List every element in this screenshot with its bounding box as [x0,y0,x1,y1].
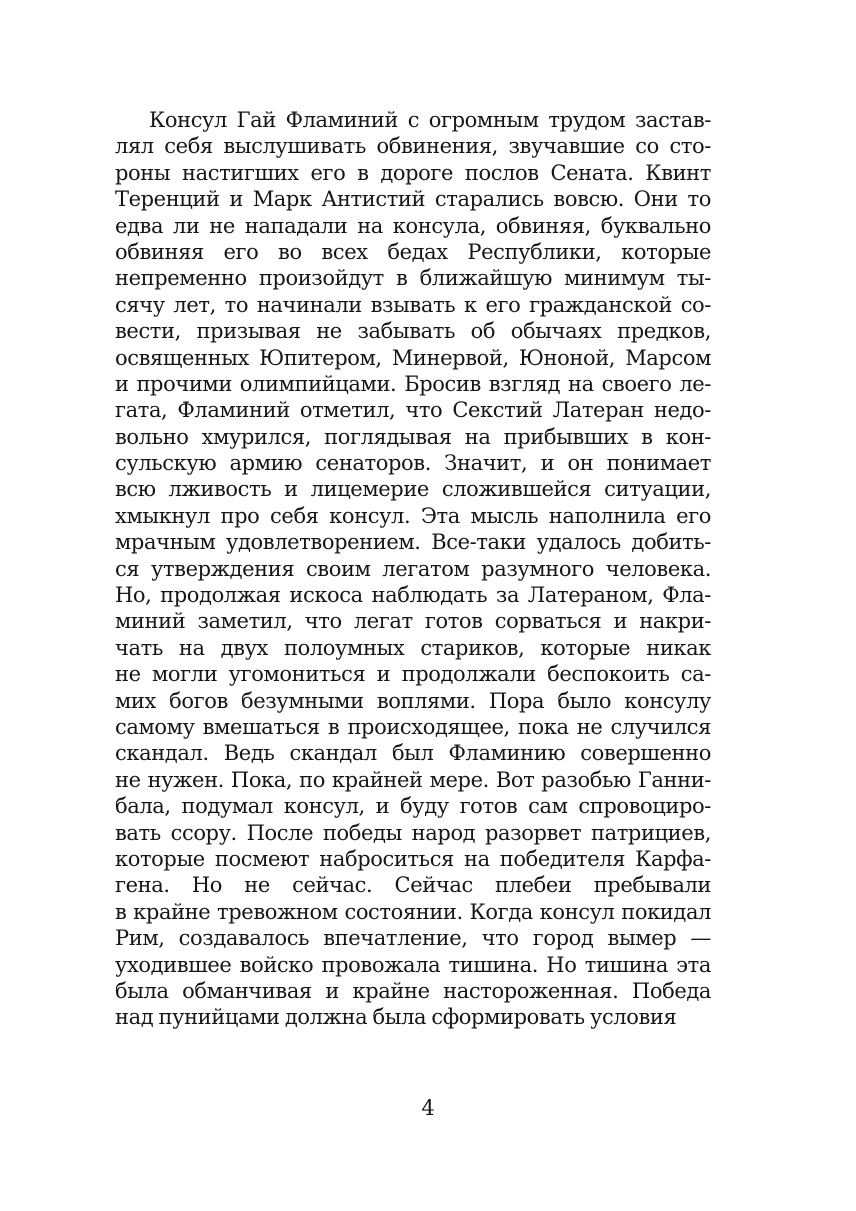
body-text [115,107,711,1031]
text-line: и прочими олимпийцами. Бросив взгляд на своего ле- [115,371,711,396]
text-line: гата, Фламиний отметил, что Секстий Латеран недо- [115,398,711,423]
text-line: вольно хмурился, поглядывая на прибывших в кон- [115,424,711,449]
text-line: не могли угомониться и продолжали беспокоить са- [115,662,711,687]
text-line: мрачным удовлетворением. Все-таки удалось добить- [115,530,711,555]
text-line: непременно произойдут в ближайшую минимум ты- [115,266,711,291]
text-line: над пунийцами должна была сформировать условия [115,1005,677,1030]
text-line: чать на двух полоумных стариков, которые никак [115,635,711,660]
text-line: была обманчивая и крайне настороженная. Победа [115,978,711,1003]
text-line: обвиняя его во всех бедах Республики, которые [115,239,711,264]
text-line: Рим, создавалось впечатление, что город вымер — [115,926,711,951]
text-line: которые посмеют наброситься на победителя Карфа- [115,846,711,871]
text-line: освященных Юпитером, Минервой, Юноной, Марсом [115,345,711,370]
text-line: сульскую армию сенаторов. Значит, и он понимает [115,451,711,476]
page-number: 4 [421,1096,435,1120]
text-line: не нужен. Пока, по крайней мере. Вот разобью Ганни- [115,767,711,792]
text-line: Но, продолжая искоса наблюдать за Латераном, Фла- [115,583,711,608]
text-line: лял себя выслушивать обвинения, звучавшие со сто- [115,134,711,159]
text-line: Теренций и Марк Антистий старались вовсю. Они то [115,187,711,212]
text-line: Консул Гай Фламиний с огромным трудом застав- [149,108,711,132]
text-line: ся утверждения своим легатом разумного человека. [115,556,711,581]
text-line: роны настигших его в дороге послов Сената. Квинт [115,160,711,185]
text-line: скандал. Ведь скандал был Фламинию совершенно [115,741,711,766]
text-line: едва ли не нападали на консула, обвиняя, буквально [115,213,711,238]
text-line: бала, подумал консул, и буду готов сам спровоциро- [115,794,711,819]
text-line: уходившее войско провожала тишина. Но тишина эта [115,952,711,977]
text-line: хмыкнул про себя консул. Эта мысль наполнила его [115,503,711,528]
text-line: вести, призывая не забывать об обычаях предков, [115,319,711,344]
text-line: в крайне тревожном состоянии. Когда консул покидал [115,899,711,924]
text-line: вать ссору. После победы народ разорвет патрициев, [115,820,711,845]
text-line: мих богов безумными воплями. Пора было консулу [115,688,711,713]
text-line: сячу лет, то начинали взывать к его гражданской со- [115,292,711,317]
text-line: самому вмешаться в происходящее, пока не случился [115,714,711,739]
text-line: гена. Но не сейчас. Сейчас плебеи пребывали [115,873,711,898]
text-line: всю лживость и лицемерие сложившейся ситуации, [115,477,711,502]
text-line: миний заметил, что легат готов сорваться и накри- [115,609,711,634]
